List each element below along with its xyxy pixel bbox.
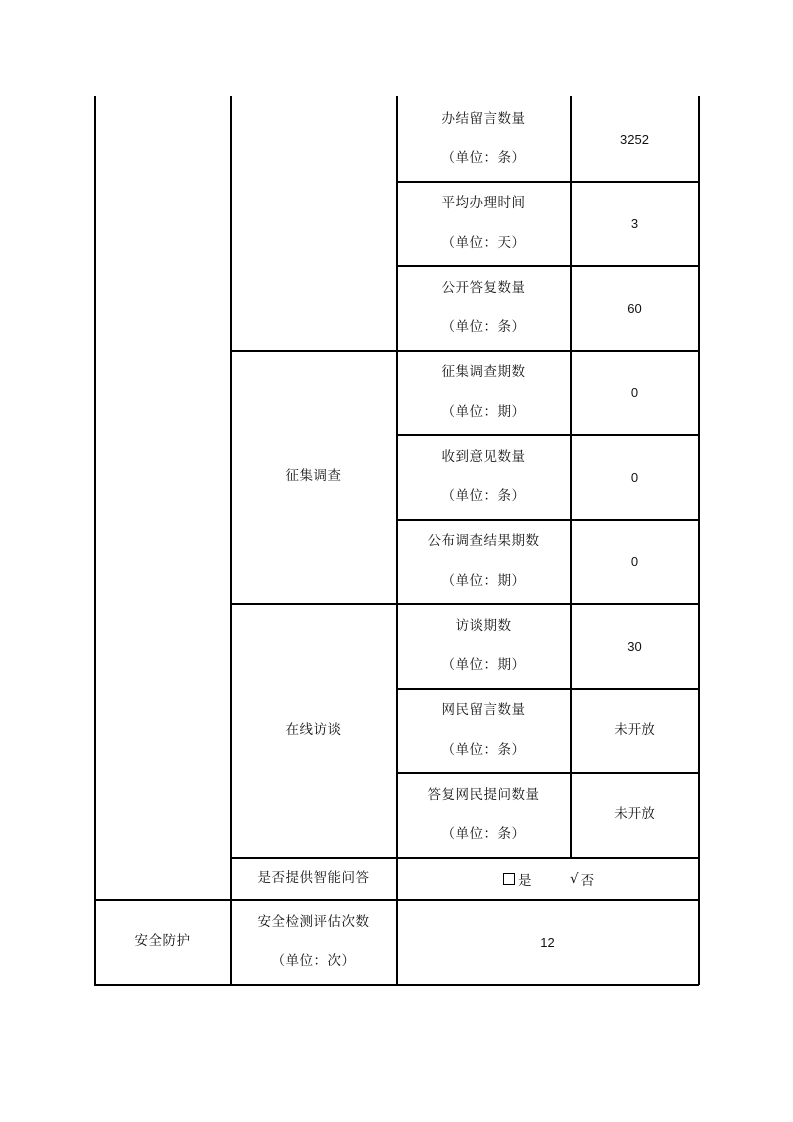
metric-value: 未开放 <box>614 806 655 823</box>
metric-unit: （单位：期） <box>441 657 526 673</box>
table-row <box>397 351 570 434</box>
metric-value: 60 <box>627 300 642 316</box>
smart-qa-label: 是否提供智能问答 <box>257 869 370 886</box>
metric-label: 收到意见数量 <box>441 448 526 465</box>
table-row <box>397 520 570 603</box>
security-unit: （单位：次） <box>271 953 356 969</box>
metric-unit: （单位：条） <box>441 826 526 842</box>
table-row <box>397 604 570 688</box>
metric-value: 30 <box>627 638 642 654</box>
metric-value: 0 <box>630 469 639 485</box>
table-row <box>397 689 570 772</box>
option-no-label: 否 <box>580 872 595 889</box>
smart-qa-options <box>397 858 698 899</box>
security-label-cell <box>231 900 396 984</box>
metric-value-cell <box>571 435 698 519</box>
metric-label: 答复网民提问数量 <box>427 786 540 803</box>
security-label: 安全检测评估次数 <box>257 913 370 930</box>
security-category-cell <box>95 900 230 984</box>
checkmark-icon: √ <box>570 870 579 887</box>
metric-value-cell <box>571 773 698 857</box>
group-cell-survey <box>231 351 396 603</box>
metric-label: 网民留言数量 <box>441 702 526 718</box>
group-label: 在线访谈 <box>285 721 342 738</box>
metric-label: 办结留言数量 <box>441 110 526 127</box>
table-border-right <box>698 96 700 985</box>
metric-value-cell <box>571 604 698 688</box>
metric-unit: （单位：条） <box>441 150 526 166</box>
metric-label: 平均办理时间 <box>441 195 526 211</box>
security-category: 安全防护 <box>134 933 191 950</box>
table-border-bottom <box>94 984 699 986</box>
metric-unit: （单位：天） <box>441 234 526 251</box>
metric-value-cell <box>571 520 698 603</box>
group-label: 征集调查 <box>285 468 342 485</box>
metric-unit: （单位：期） <box>441 403 526 420</box>
metric-value-cell <box>571 351 698 434</box>
smart-qa-label-cell <box>231 858 396 899</box>
security-value: 12 <box>540 934 555 950</box>
table-row <box>397 435 570 519</box>
metric-value-cell <box>571 689 698 772</box>
metric-unit: （单位：期） <box>441 572 526 589</box>
option-yes-label: 是 <box>518 872 532 889</box>
metric-label: 公开答复数量 <box>441 279 526 296</box>
metric-value: 3252 <box>620 131 649 147</box>
metric-label: 征集调查期数 <box>441 364 526 380</box>
table-row <box>397 773 570 857</box>
table-border-left <box>94 96 96 985</box>
metric-value: 0 <box>630 554 639 569</box>
metric-value-cell <box>571 266 698 350</box>
group-cell-interview <box>231 604 396 857</box>
table-row <box>397 266 570 350</box>
metric-label: 访谈期数 <box>455 617 512 634</box>
metric-unit: （单位：条） <box>441 741 526 758</box>
security-value-cell <box>397 900 698 984</box>
metric-value: 未开放 <box>614 721 655 738</box>
option-yes[interactable] <box>503 858 532 899</box>
option-no[interactable] <box>570 858 594 899</box>
metric-unit: （单位：条） <box>441 488 526 504</box>
table-row <box>397 97 570 181</box>
metric-value-cell <box>571 97 698 181</box>
metric-value: 3 <box>630 216 639 231</box>
metric-value-cell <box>571 182 698 265</box>
table-row <box>397 182 570 265</box>
metric-value: 0 <box>630 385 639 400</box>
metric-label: 公布调查结果期数 <box>427 533 540 549</box>
checkbox-empty-icon[interactable] <box>503 873 515 885</box>
metric-unit: （单位：条） <box>441 319 526 335</box>
